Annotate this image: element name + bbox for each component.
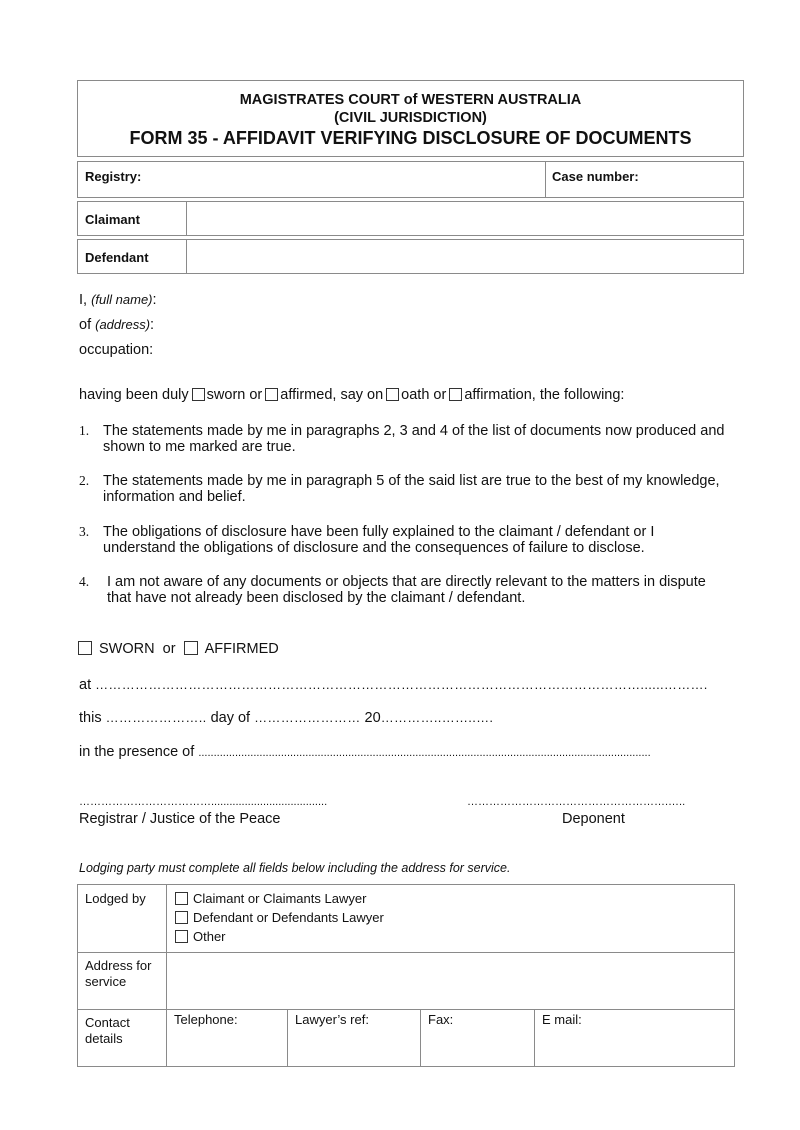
fax-field[interactable] <box>428 1012 533 1066</box>
or-label: or <box>162 641 176 657</box>
form-title: FORM 35 - AFFIDAVIT VERIFYING DISCLOSURE OF DOCUMENTS <box>129 128 692 148</box>
lawyers-ref-label: Lawyer’s ref: <box>295 1012 369 1027</box>
affirmed-jurat-label: AFFIRMED <box>204 641 279 657</box>
address-prefix: of <box>79 317 92 333</box>
defendant-row <box>77 239 744 274</box>
paragraph-number: 2. <box>79 473 90 488</box>
day-dots: ………………….. <box>105 710 207 725</box>
email-field[interactable] <box>542 1012 732 1066</box>
colon: : <box>150 317 155 333</box>
divider <box>287 1009 288 1066</box>
deponent-label: Deponent <box>562 811 625 827</box>
divider <box>78 1009 734 1010</box>
oath-checkbox[interactable] <box>386 388 399 401</box>
year-dots: …………..……..…. <box>380 710 494 725</box>
oath-prefix: having been duly <box>79 387 189 403</box>
lodged-by-option-defendant[interactable] <box>175 910 384 925</box>
occupation-label: occupation: <box>79 342 154 358</box>
oath-line <box>79 387 624 403</box>
full-name-prefix: I, <box>79 292 88 308</box>
telephone-label: Telephone: <box>174 1012 238 1027</box>
label-line: Address for <box>85 958 152 973</box>
case-number-field[interactable] <box>546 162 743 197</box>
address-hint: (address) <box>95 317 151 332</box>
court-name: MAGISTRATES COURT of WESTERN AUSTRALIA <box>239 92 582 108</box>
presence-line[interactable] <box>79 744 744 760</box>
oath-label: oath or <box>401 387 447 403</box>
lodged-by-label: Lodged by <box>85 891 146 906</box>
occupation-line[interactable] <box>79 342 153 358</box>
sworn-checkbox[interactable] <box>192 388 205 401</box>
paragraph-text: The obligations of disclosure have been fully explained to the claimant / defendant or I understand the obligations of disclosure and the consequences of failure to disclose. <box>103 524 655 556</box>
email-label: E mail: <box>542 1012 582 1027</box>
at-label: at <box>79 677 92 693</box>
defendant-option-checkbox[interactable] <box>175 911 188 924</box>
presence-dots: .................................................................................................................................................... <box>198 747 651 759</box>
claimant-option-checkbox[interactable] <box>175 892 188 905</box>
registry-row <box>77 161 744 198</box>
lawyers-ref-field[interactable] <box>295 1012 419 1066</box>
lodging-instruction: Lodging party must complete all fields below including the address for service. <box>79 861 511 875</box>
lodging-table <box>77 884 735 1067</box>
affirmed-label: affirmed, say on <box>280 387 384 403</box>
address-for-service-label <box>85 958 151 990</box>
telephone-field[interactable] <box>174 1012 286 1066</box>
paragraph-text: The statements made by me in paragraphs 2, 3 and 4 of the list of documents now produced and shown to me marked are true. <box>103 423 725 455</box>
divider <box>534 1009 535 1066</box>
month-dots: …………………… <box>254 710 361 725</box>
claimant-row <box>77 201 744 236</box>
option-label: Other <box>193 929 226 944</box>
registry-label: Registry: <box>85 169 142 184</box>
contact-details-label <box>85 1015 130 1047</box>
place-dots: ……………………………………………………………………………………………………………......………. <box>95 677 708 692</box>
registrar-label: Registrar / Justice of the Peace <box>79 811 281 827</box>
sworn-jurat-label: SWORN <box>99 641 155 657</box>
date-line[interactable] <box>79 710 493 726</box>
affirmed-jurat-checkbox[interactable] <box>184 641 198 655</box>
lodged-by-option-other[interactable] <box>175 929 226 944</box>
deponent-signature-line[interactable]: ……………………………………………….….. <box>467 796 686 808</box>
fax-label: Fax: <box>428 1012 454 1027</box>
address-for-service-field[interactable] <box>167 953 734 1009</box>
label-line: service <box>85 974 127 989</box>
claimant-label: Claimant <box>85 212 140 227</box>
form-header <box>77 80 744 157</box>
paragraph-number: 1. <box>79 423 90 438</box>
year-prefix: 20 <box>364 710 381 726</box>
full-name-hint: (full name) <box>91 292 153 307</box>
registry-field[interactable] <box>78 162 544 197</box>
label-line: details <box>85 1031 123 1046</box>
place-line[interactable] <box>79 677 749 693</box>
sworn-jurat-checkbox[interactable] <box>78 641 92 655</box>
lodged-by-option-claimant[interactable] <box>175 891 366 906</box>
colon: : <box>152 292 157 308</box>
day-of-label: day of <box>210 710 251 726</box>
option-label: Claimant or Claimants Lawyer <box>193 891 367 906</box>
option-label: Defendant or Defendants Lawyer <box>193 910 384 925</box>
defendant-field[interactable] <box>187 240 743 273</box>
sworn-affirmed-line <box>78 641 279 657</box>
this-label: this <box>79 710 102 726</box>
paragraph-text: I am not aware of any documents or objects that are directly relevant to the matters in dispute that have not already been disclosed by the claimant / defendant. <box>107 574 706 606</box>
paragraph-number: 4. <box>79 574 90 589</box>
claimant-field[interactable] <box>187 202 743 235</box>
affirmed-checkbox[interactable] <box>265 388 278 401</box>
divider <box>420 1009 421 1066</box>
case-number-label: Case number: <box>552 169 639 184</box>
defendant-label: Defendant <box>85 250 149 265</box>
registrar-signature-line[interactable]: ………………………………...................................... <box>79 796 328 808</box>
address-line[interactable] <box>79 317 154 333</box>
sworn-label: sworn or <box>206 387 263 403</box>
label-line: Contact <box>85 1015 130 1030</box>
affirmation-label: affirmation, the following: <box>464 387 625 403</box>
paragraph-text: The statements made by me in paragraph 5 of the said list are true to the best of my knowledge, information and belief. <box>103 473 720 505</box>
presence-label: in the presence of <box>79 744 195 760</box>
other-option-checkbox[interactable] <box>175 930 188 943</box>
full-name-line[interactable] <box>79 292 157 308</box>
jurisdiction: (CIVIL JURISDICTION) <box>334 110 487 126</box>
paragraph-number: 3. <box>79 524 90 539</box>
affirmation-checkbox[interactable] <box>449 388 462 401</box>
